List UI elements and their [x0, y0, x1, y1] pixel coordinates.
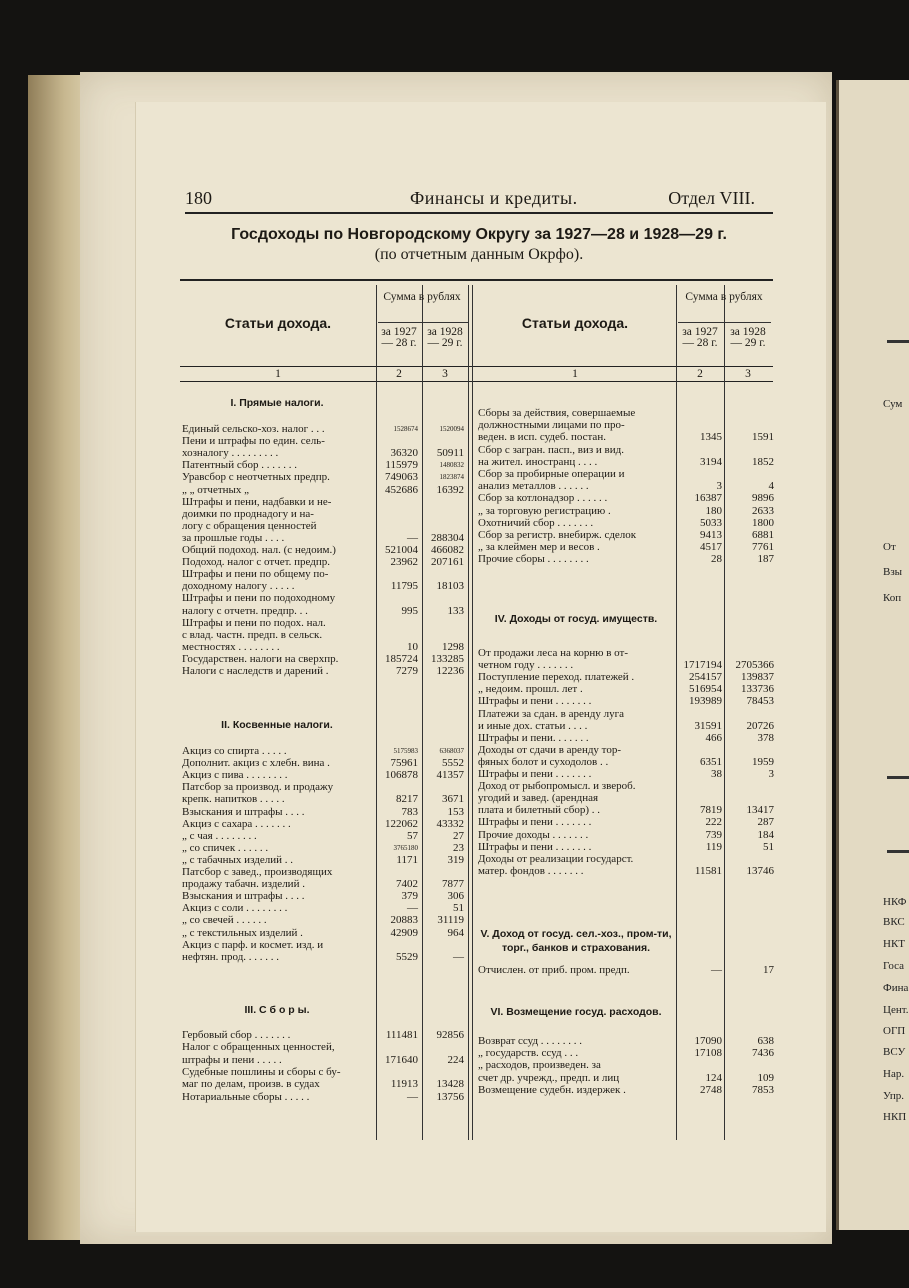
right-row-label: Штрафы и пени. . . . . . . [478, 731, 589, 744]
right-row-value-1928: 109 [757, 1071, 774, 1084]
left-row-label: Взыскания и штрафы . . . . [182, 890, 305, 903]
left-row-value-1928: 288304 [431, 531, 464, 544]
neighbor-text-fragment: Цент. [883, 1004, 909, 1016]
right-row-label: анализ металлов . . . . . . [478, 480, 589, 493]
right-row-label: фяных болот и суходолов . . [478, 755, 609, 768]
left-row-value-1927: 42909 [390, 926, 418, 939]
left-row-value-1927: 111481 [385, 1029, 418, 1041]
right-row-label: Штрафы и пени . . . . . . . [478, 768, 592, 780]
left-row-label: „ с текстильных изделий . [182, 926, 303, 939]
book-spine [28, 75, 88, 1240]
right-row-value-1927: 124 [705, 1071, 722, 1084]
right-row-label: Штрафы и пени . . . . . . . [478, 816, 592, 829]
left-row-value-1928: 92856 [436, 1029, 464, 1041]
left-row-value-1927: 20883 [390, 914, 418, 927]
right-row-label: Штрафы и пени . . . . . . . [478, 695, 592, 708]
left-row-label: за прошлые годы . . . . [182, 531, 285, 544]
right-row-value-1928: 7436 [752, 1047, 774, 1060]
right-row-value-1927: 5033 [700, 516, 722, 529]
left-row-label: Государствен. налоги на сверхпр. [182, 652, 339, 665]
right-year2-header: за 1928 — 29 г. [730, 326, 766, 349]
left-row-value-1928: 7877 [442, 878, 464, 891]
right-section-title: IV. Доходы от госуд. имуществ. [494, 613, 658, 625]
left-row-value-1927: — [407, 1090, 418, 1103]
right-row-value-1927: 16387 [694, 492, 722, 505]
right-row-value-1928: 133736 [741, 683, 774, 696]
table-title: Госдоходы по Новгородскому Округу за 1927—28 и 1928—29 г. [231, 226, 727, 243]
neighbor-rule [887, 776, 909, 779]
right-row-label: Доходы от сдачи в аренду тор- [478, 743, 621, 756]
left-row-value-1928: 50911 [436, 447, 464, 460]
right-row-label: Платежи за сдан. в аренду луга [478, 707, 625, 720]
right-row-value-1927: 466 [705, 731, 722, 744]
right-row-value-1927: 516954 [689, 683, 722, 696]
right-row-value-1927: 254157 [689, 671, 722, 684]
left-row-value-1927: 521004 [385, 544, 418, 556]
left-row-label: Нотариальные сборы . . . . . [182, 1090, 310, 1103]
right-row-label: Сборы за действия, совершаемые [478, 407, 636, 419]
left-row-value-1927: 57 [407, 829, 418, 842]
left-year1-header: за 1927— 28 г. [381, 326, 417, 349]
right-row-value-1928: 7761 [752, 541, 774, 554]
left-row-value-1928: 319 [447, 853, 464, 866]
number-row-rule [180, 381, 773, 382]
right-row-value-1928: 1959 [752, 755, 774, 768]
left-row-value-1927: 3765180 [393, 843, 418, 852]
right-row-value-1928: 13746 [746, 864, 774, 877]
right-row-label: Возмещение судебн. издержек . [478, 1083, 626, 1096]
left-row-value-1928: 207161 [431, 556, 464, 569]
table-subtitle: (по отчетным данным Окрфо). [374, 246, 584, 263]
left-row-label: Пени и штрафы по един. сель- [182, 435, 325, 448]
left-row-value-1928: 964 [447, 926, 464, 939]
left-row-label: Акциз с парф. и космет. изд. и [182, 938, 324, 951]
right-row-value-1927: 11581 [694, 864, 722, 877]
right-row-label: Штрафы и пени . . . . . . . [478, 840, 592, 853]
right-row-label: „ расходов, произведен. за [478, 1059, 601, 1072]
left-row-label: Налоги с наследств и дарений . [182, 665, 329, 677]
left-row-value-1927: 171640 [385, 1053, 418, 1066]
right-row-label: Сбор с загран. пасп., виз и вид. [478, 443, 624, 456]
right-row-value-1927: 31591 [694, 719, 722, 732]
center-double-divider [468, 285, 473, 1140]
sum-subheader-rule-left [378, 322, 468, 323]
neighbor-text-fragment: Упр. [883, 1090, 904, 1102]
left-row-value-1928: 224 [447, 1053, 464, 1066]
left-row-label: маг по делам, произв. в судах [182, 1078, 320, 1091]
header-bottom-rule [180, 366, 773, 367]
right-row-label: плата и билетный сбор) . . [478, 804, 601, 817]
right-row-label: Доходы от реализации государст. [478, 852, 634, 865]
right-row-value-1927: 7819 [700, 804, 722, 817]
left-row-value-1927: 452686 [385, 483, 418, 496]
left-row-value-1927: 122062 [385, 817, 418, 830]
neighbor-text-fragment: НКП [883, 1111, 907, 1123]
right-row-value-1927: 28 [711, 553, 722, 566]
right-section-title: V. Доход от госуд. сел.-хоз., пром-ти, торг., банков и страхования. [480, 928, 672, 954]
left-row-label: Уравсбор с неотчетных предпр. [182, 471, 330, 484]
right-row-value-1928: 9896 [752, 492, 774, 505]
left-row-value-1927: 115979 [385, 459, 418, 472]
left-row-label: нефтян. прод. . . . . . . [182, 950, 280, 963]
left-row-value-1928: 1480832 [439, 461, 464, 470]
left-row-value-1928: 133 [447, 604, 464, 617]
right-row-value-1928: 17 [763, 964, 774, 976]
left-row-value-1927: 1171 [396, 853, 418, 866]
left-row-value-1927: 7402 [396, 878, 418, 891]
left-row-label: Подоход. налог с отчет. предпр. [182, 556, 330, 569]
right-row-value-1927: 17108 [694, 1047, 722, 1060]
neighbor-text-fragment: ВКС [883, 916, 905, 928]
right-row-label: „ за клеймен мер и весов . [478, 541, 600, 554]
page-number: 180 [185, 188, 212, 208]
right-row-value-1928: 187 [757, 553, 774, 566]
right-row-value-1927: 4517 [700, 541, 722, 554]
right-row-value-1927: 3 [716, 480, 722, 493]
right-row-label: Отчислен. от приб. пром. предп. [478, 964, 630, 976]
left-row-label: доимки по проднадогу и на- [182, 507, 314, 520]
right-row-value-1928: 1800 [752, 516, 774, 529]
right-row-label: „ за торговую регистрацию . [478, 504, 611, 517]
right-row-value-1927: 739 [705, 828, 722, 841]
left-row-label: „ со спичек . . . . . . [182, 841, 269, 854]
right-row-value-1928: 184 [757, 828, 774, 841]
left-row-label: Акциз с сахара . . . . . . . [182, 817, 291, 830]
right-row-label: От продажи леса на корню в от- [478, 647, 629, 659]
left-row-value-1927: 783 [401, 805, 418, 818]
right-row-value-1927: 119 [705, 840, 722, 853]
left-row-value-1928: 13756 [436, 1090, 464, 1103]
neighbor-text-fragment: ОГП [883, 1025, 906, 1037]
left-row-label: Судебные пошлины и сборы с бу- [182, 1065, 341, 1078]
left-section-title: I. Прямые налоги. [230, 397, 324, 409]
right-row-value-1928: 287 [757, 816, 774, 829]
left-section-title: III. С б о р ы. [244, 1004, 310, 1016]
right-row-value-1927: 9413 [700, 529, 722, 541]
right-row-label: угодий и завед. (арендная [478, 792, 599, 805]
left-row-value-1927: 8217 [396, 793, 418, 806]
right-col-header: Статьи дохода. [521, 315, 629, 331]
neighbor-text-fragment: НКТ [883, 938, 905, 950]
left-row-value-1927: 7279 [396, 665, 418, 677]
sum-subheader-rule-right [678, 322, 771, 323]
right-row-label: веден. в исп. судеб. постан. [478, 431, 606, 444]
neighbor-text-fragment: ВСУ [883, 1046, 906, 1058]
left-row-label: Акциз с соли . . . . . . . . [182, 902, 288, 915]
right-col-number-2: 2 [697, 368, 703, 380]
left-row-label: Акциз со спирта . . . . . [182, 745, 287, 757]
right-row-label: Сбор за пробирные операции и [478, 468, 625, 480]
right-row-label: счет др. учрежд., предп. и лиц [478, 1071, 620, 1084]
right-row-label: матер. фондов . . . . . . . [478, 864, 584, 877]
right-row-label: Сбор за котлонадзор . . . . . . [478, 492, 608, 505]
left-row-value-1928: 3671 [442, 793, 464, 806]
right-col-divider-2 [724, 285, 725, 1140]
left-row-value-1928: 1298 [442, 640, 464, 653]
right-row-value-1928: 1852 [752, 455, 774, 468]
left-row-value-1927: 1528674 [393, 425, 418, 433]
right-row-value-1928: 1591 [752, 431, 774, 444]
left-row-label: Штрафы и пени по общему по- [182, 568, 329, 581]
left-col-header: Статьи дохода. [224, 315, 332, 331]
left-row-value-1928: 18103 [436, 580, 464, 593]
right-row-value-1928: 638 [757, 1035, 774, 1047]
right-col-number-1: 1 [572, 368, 578, 380]
left-row-label: Дополнит. акциз с хлебн. вина . [182, 757, 330, 770]
left-row-value-1928: 41357 [436, 769, 464, 782]
left-col-number-3: 3 [442, 368, 448, 380]
left-row-value-1928: 466082 [431, 544, 464, 556]
right-row-value-1927: 193989 [689, 695, 722, 708]
right-row-value-1928: 78453 [746, 695, 774, 708]
left-row-value-1928: 6368037 [439, 747, 464, 755]
left-year2-header: за 1928 — 29 г. [427, 326, 463, 349]
left-row-value-1927: 5175983 [393, 747, 418, 755]
right-row-value-1927: 180 [705, 504, 722, 517]
right-row-label: Прочие сборы . . . . . . . . [478, 553, 589, 566]
right-year1-header: за 1927— 28 г. [682, 326, 718, 349]
right-row-label: четном году . . . . . . . [478, 659, 574, 672]
left-row-value-1927: 11795 [390, 580, 418, 593]
right-row-value-1927: 3194 [700, 455, 722, 468]
right-row-label: „ государств. ссуд . . . [478, 1047, 579, 1060]
left-row-label: Штрафы и пени, надбавки и не- [182, 495, 332, 508]
neighbor-text-fragment: От [883, 541, 896, 553]
left-row-value-1928: 43332 [436, 817, 464, 830]
left-row-value-1928: 133285 [431, 652, 464, 665]
left-row-label: „ с чая . . . . . . . . [182, 829, 257, 842]
right-row-label: Прочие доходы . . . . . . . [478, 828, 589, 841]
left-row-label: Общий подоход. нал. (с недоим.) [182, 544, 336, 556]
table-top-rule [180, 279, 773, 281]
section-label: Отдел VIII. [668, 188, 755, 208]
right-row-value-1928: 7853 [752, 1083, 774, 1096]
left-row-value-1927: 75961 [390, 757, 418, 770]
left-row-value-1927: 995 [401, 604, 418, 617]
left-row-label: Налог с обращенных ценностей, [182, 1041, 335, 1054]
right-row-label: „ недоим. прошл. лет . [478, 683, 583, 696]
left-col-divider-1 [376, 285, 377, 1140]
left-row-label: доходному налогу . . . . . [182, 580, 295, 593]
neighbor-rule [887, 850, 909, 853]
left-row-label: Патентный сбор . . . . . . . [182, 459, 297, 472]
left-row-label: хозналогу . . . . . . . . . [182, 447, 279, 460]
left-row-value-1927: 749063 [385, 471, 418, 484]
neighbor-text-fragment: Госа [883, 960, 905, 972]
left-row-label: штрафы и пени . . . . . [182, 1053, 282, 1066]
left-row-value-1928: 5552 [442, 757, 464, 770]
right-section-title: VI. Возмещение госуд. расходов. [490, 1006, 662, 1018]
left-col-number-2: 2 [396, 368, 402, 380]
running-title: Финансы и кредиты. [410, 188, 578, 208]
left-row-value-1927: 23962 [390, 556, 418, 569]
right-row-value-1928: 139837 [741, 671, 774, 684]
right-row-label: Поступление переход. платежей . [478, 671, 635, 684]
neighbor-page-edge [836, 80, 909, 1230]
left-row-value-1927: 379 [401, 890, 418, 903]
right-row-value-1927: 6351 [700, 755, 722, 768]
right-row-label: Доход от рыбопромысл. и звероб. [478, 780, 636, 793]
left-row-label: с влад. частн. предп. в сельск. [182, 628, 323, 641]
left-row-label: Взыскания и штрафы . . . . [182, 805, 305, 818]
left-row-label: продажу табачн. изделий . [182, 878, 305, 891]
left-row-label: „ с табачных изделий . . [182, 853, 293, 866]
neighbor-text-fragment: Нар. [883, 1068, 905, 1080]
left-row-value-1928: 51 [453, 902, 464, 915]
left-row-value-1928: 306 [447, 890, 464, 903]
right-sum-header: Сумма в рублях [685, 291, 763, 303]
right-row-value-1928: 2633 [752, 504, 774, 517]
left-row-label: логу с обращения ценностей [182, 519, 317, 532]
left-row-label: „ со свечей . . . . . . [182, 914, 267, 927]
left-row-value-1928: 23 [453, 841, 464, 854]
left-row-value-1927: 36320 [390, 447, 418, 460]
left-row-value-1928: 1520094 [439, 425, 464, 433]
right-row-value-1927: 2748 [700, 1083, 722, 1096]
neighbor-rule [887, 340, 909, 343]
left-row-value-1927: — [407, 531, 418, 544]
left-col-divider-2 [422, 285, 423, 1140]
right-row-value-1928: 3 [768, 768, 774, 780]
right-row-value-1928: 4 [768, 480, 774, 493]
left-row-label: Штрафы и пени по подоходному [182, 592, 336, 605]
right-row-value-1928: 13417 [746, 804, 774, 817]
right-row-value-1927: 17090 [694, 1035, 722, 1047]
neighbor-text-fragment: Коп [883, 592, 902, 604]
left-row-value-1927: 5529 [396, 950, 418, 963]
right-row-label: должностными лицами по про- [478, 419, 625, 432]
left-row-label: налогу с отчетн. предпр. . . [182, 604, 308, 617]
left-row-value-1927: 10 [407, 640, 418, 653]
left-row-value-1928: 153 [447, 805, 464, 818]
left-row-label: крепк. напитков . . . . . [182, 793, 285, 806]
left-row-value-1928: 27 [453, 829, 464, 842]
neighbor-text-fragment: Фина [883, 982, 909, 994]
left-row-value-1927: — [407, 902, 418, 915]
left-row-value-1928: 12236 [436, 665, 464, 677]
right-row-label: и иные дох. статьи . . . . [478, 719, 588, 732]
right-row-label: Сбор за регистр. внебирж. сделок [478, 529, 637, 541]
neighbor-text-fragment: НКФ [883, 896, 907, 908]
left-row-value-1928: 13428 [436, 1078, 464, 1091]
right-row-value-1927: — [711, 964, 722, 976]
right-row-label: Охотничий сбор . . . . . . . [478, 516, 594, 529]
right-row-label: на жител. иностранц . . . . [478, 455, 598, 468]
left-row-label: Гербовый сбор . . . . . . . [182, 1029, 291, 1041]
right-row-value-1928: 51 [763, 840, 774, 853]
right-col-divider-1 [676, 285, 677, 1140]
left-row-label: Патсбор с завед., производящих [182, 866, 333, 878]
right-row-label: Возврат ссуд . . . . . . . . [478, 1035, 583, 1047]
left-col-number-1: 1 [275, 368, 281, 380]
neighbor-text-fragment: Сум [883, 398, 903, 410]
left-row-label: „ „ отчетных „ [182, 483, 250, 496]
right-row-value-1928: 378 [757, 731, 774, 744]
left-row-value-1928: 16392 [436, 483, 464, 496]
left-row-value-1927: 185724 [385, 652, 418, 665]
left-row-value-1927: 106878 [385, 769, 418, 782]
left-row-label: Акциз с пива . . . . . . . . [182, 769, 288, 782]
left-section-title: II. Косвенные налоги. [221, 719, 333, 731]
right-row-value-1928: 20726 [746, 719, 774, 732]
neighbor-text-fragment: Взы [883, 566, 903, 578]
left-sum-header: Сумма в рублях [383, 291, 461, 303]
right-row-value-1928: 2705366 [735, 659, 774, 672]
right-row-value-1927: 222 [705, 816, 722, 829]
left-row-value-1928: 31119 [437, 914, 464, 927]
right-row-value-1927: 38 [711, 768, 722, 780]
running-head [185, 188, 773, 214]
right-col-number-3: 3 [745, 368, 751, 380]
left-row-value-1928: 1823874 [439, 473, 464, 482]
right-row-value-1928: 6881 [752, 529, 774, 541]
left-row-value-1927: 11913 [390, 1078, 418, 1091]
left-row-label: Патсбор за производ. и продажу [182, 781, 334, 794]
left-row-label: местностях . . . . . . . . [182, 640, 280, 653]
left-row-label: Единый сельско-хоз. налог . . . [182, 423, 325, 435]
left-row-label: Штрафы и пени по подох. нал. [182, 616, 326, 629]
left-row-value-1928: — [453, 950, 464, 963]
right-row-value-1927: 1717194 [683, 659, 722, 672]
right-row-value-1927: 1345 [700, 431, 722, 444]
